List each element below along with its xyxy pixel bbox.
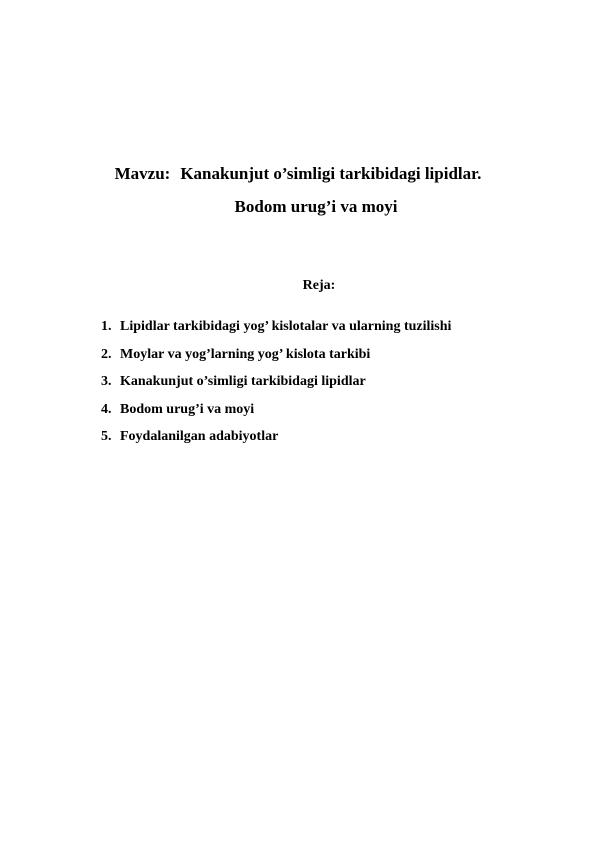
plan-item-number: 4.	[101, 401, 112, 417]
plan-list	[101, 318, 451, 456]
plan-item-text: Foydalanilgan adabiyotlar	[120, 429, 279, 444]
plan-item-text: Lipidlar tarkibidagi yog’ kislotalar va ularning tuzilishi	[120, 319, 452, 334]
plan-item-number: 1.	[101, 319, 112, 334]
plan-item-text: Kanakunjut o’simligi tarkibidagi lipidlar	[120, 374, 366, 389]
plan-item-number: 5.	[101, 429, 112, 444]
plan-item	[101, 373, 451, 401]
document-title	[0, 164, 596, 184]
title-main: Kanakunjut o’simligi tarkibidagi lipidlar.	[180, 164, 482, 183]
plan-item	[101, 428, 451, 456]
plan-item-number: 2.	[101, 346, 112, 362]
plan-item	[101, 318, 451, 346]
plan-item-number: 3.	[101, 374, 112, 389]
document-title-second-line: Bodom urug’i va moyi	[234, 197, 398, 216]
plan-item-text: Bodom urug’i va moyi	[120, 401, 255, 417]
plan-item	[101, 346, 451, 374]
plan-heading: Reja:	[302, 278, 336, 293]
title-prefix: Mavzu:	[114, 164, 171, 183]
plan-item	[101, 401, 451, 429]
plan-item-text: Moylar va yog’larning yog’ kislota tarkibi	[120, 346, 371, 362]
